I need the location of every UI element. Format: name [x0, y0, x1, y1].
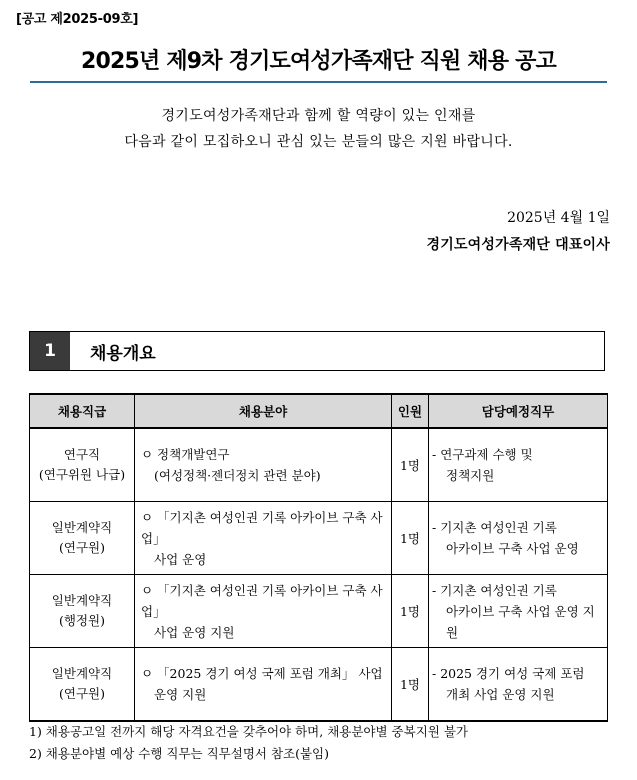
grade-line: (행정원) [59, 613, 105, 628]
grade-line: 일반계약직 [51, 520, 113, 535]
intro-paragraph [30, 103, 607, 155]
table-row [30, 502, 608, 575]
cell-duty [429, 428, 608, 502]
cell-duty [429, 502, 608, 575]
grade-line: (연구원) [59, 686, 105, 701]
duty-line: - 기지촌 여성인권 기록 [432, 582, 557, 598]
section-header [29, 331, 605, 371]
field-line: ㅇ 정책개발연구 [141, 447, 230, 462]
header-field: 채용분야 [135, 394, 392, 428]
field-line: ㅇ 「기지촌 여성인권 기록 아카이브 구축 사업」 [141, 582, 383, 619]
cell-grade [30, 648, 135, 722]
grade-line: (연구위원 나급) [38, 467, 126, 482]
notice-number: [공고 제2025-09호] [16, 12, 139, 27]
duty-line: 개최 사업 운영 지원 [446, 687, 555, 702]
cell-duty [429, 575, 608, 648]
cell-field [135, 502, 392, 575]
table-row [30, 648, 608, 722]
field-line: 사업 운영 지원 [154, 624, 235, 640]
cell-count: 1명 [392, 428, 429, 502]
field-line: ㅇ 「기지촌 여성인권 기록 아카이브 구축 사업」 [141, 509, 383, 546]
cell-field [135, 648, 392, 722]
header-count: 인원 [392, 394, 429, 428]
field-line: 사업 운영 [154, 551, 207, 567]
section-number: 1 [30, 332, 70, 370]
field-line: (여성정책·젠더정치 관련 분야) [154, 468, 321, 483]
duty-line: 정책지원 [446, 468, 495, 483]
field-line: ㅇ 「2025 경기 여성 국제 포럼 개최」 사업 [141, 666, 383, 681]
header-grade: 채용직급 [30, 394, 135, 428]
page-title: 2025년 제9차 경기도여성가족재단 직원 채용 공고 [81, 49, 556, 74]
duty-line: - 2025 경기 여성 국제 포럼 [432, 666, 585, 681]
intro-line-1: 경기도여성가족재단과 함께 할 역량이 있는 인재를 [161, 108, 476, 124]
cell-field [135, 575, 392, 648]
duty-line: 아카이브 구축 사업 운영 [446, 541, 579, 556]
cell-count: 1명 [392, 502, 429, 575]
cell-grade [30, 428, 135, 502]
table-header-row [30, 394, 608, 428]
footnote-1: 1) 채용공고일 전까지 해당 자격요건을 갖추어야 하며, 채용분야별 중복지원 불가 [29, 724, 468, 739]
cell-count: 1명 [392, 575, 429, 648]
cell-duty [429, 648, 608, 722]
grade-line: 일반계약직 [51, 666, 113, 681]
intro-line-2: 다음과 같이 모집하오니 관심 있는 분들의 많은 지원 바랍니다. [124, 134, 513, 150]
table-row [30, 428, 608, 502]
announcement-date: 2025년 4월 1일 [507, 210, 610, 226]
duty-line: 아카이브 구축 사업 운영 지원 [446, 603, 595, 640]
grade-line: (연구원) [59, 540, 105, 555]
cell-field [135, 428, 392, 502]
recruitment-table [29, 393, 608, 722]
duty-line: - 연구과제 수행 및 [432, 447, 533, 462]
footnotes [29, 721, 617, 765]
cell-count: 1명 [392, 648, 429, 722]
duty-line: - 기지촌 여성인권 기록 [432, 520, 557, 535]
title-divider [30, 81, 607, 83]
footnote-2: 2) 채용분야별 예상 수행 직무는 직무설명서 참조(붙임) [29, 746, 329, 761]
cell-grade [30, 502, 135, 575]
field-line: 운영 지원 [154, 687, 207, 702]
header-duty: 담당예정직무 [429, 394, 608, 428]
issuer-name: 경기도여성가족재단 대표이사 [426, 237, 610, 253]
table-row [30, 575, 608, 648]
cell-grade [30, 575, 135, 648]
grade-line: 일반계약직 [51, 593, 113, 608]
section-title: 채용개요 [90, 343, 156, 364]
grade-line: 연구직 [63, 447, 101, 462]
